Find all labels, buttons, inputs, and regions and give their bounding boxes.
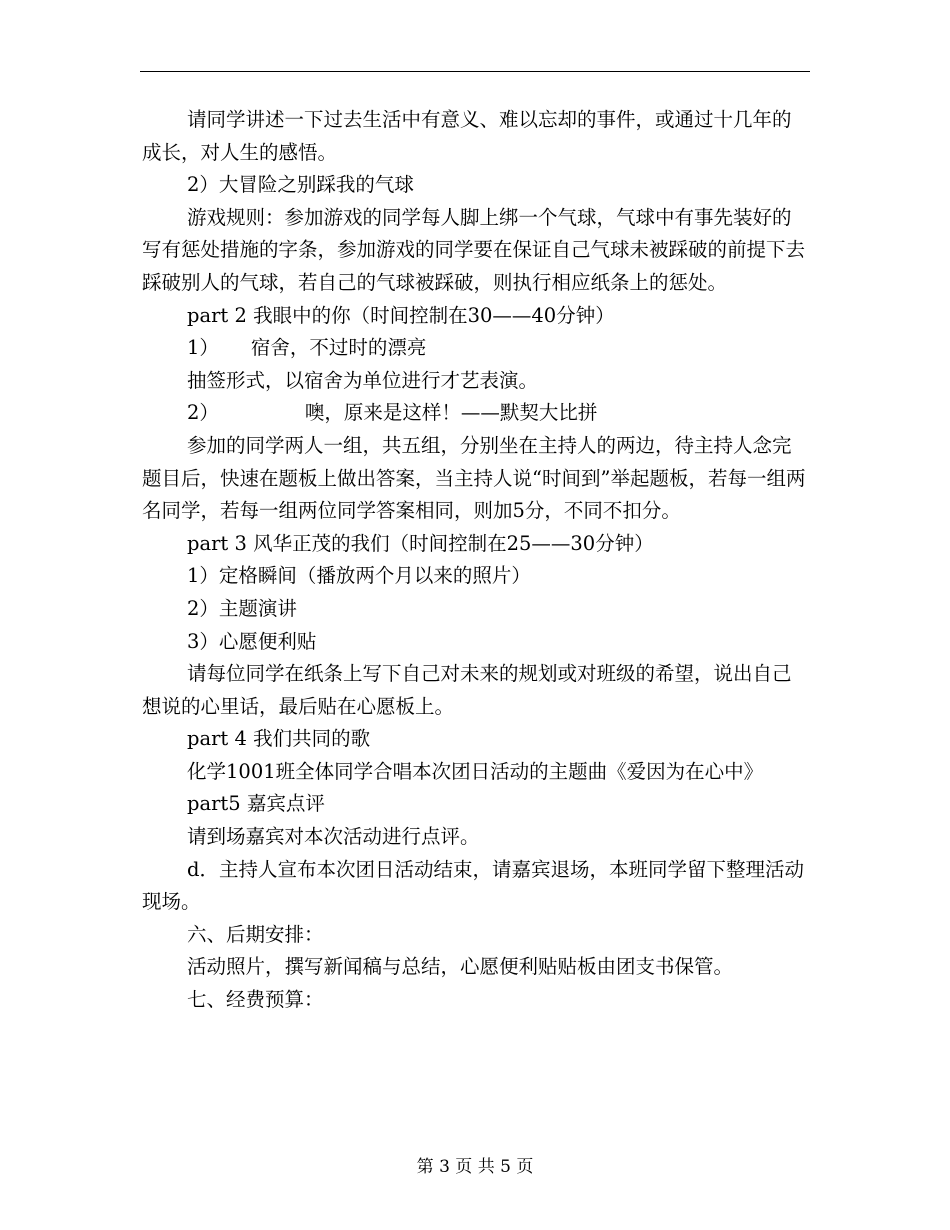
header-rule (140, 71, 810, 72)
paragraph-text: 噢，原来是这样！——默契大比拼 (304, 401, 598, 425)
paragraph: 2）大冒险之别踩我的气球 (187, 173, 414, 197)
paragraph: 请每位同学在纸条上写下自己对未来的规划或对班级的希望，说出自己想说的心里话，最后贴在心愿板上。 (142, 662, 792, 718)
paragraph: part 3 风华正茂的我们（时间控制在25——30分钟） (187, 531, 654, 555)
paragraph: 3）心愿便利贴 (187, 629, 317, 653)
paragraph (142, 332, 810, 365)
paragraph: part 2 我眼中的你（时间控制在30——40分钟） (187, 303, 615, 327)
page-footer: 第 3 页 共 5 页 (416, 1157, 534, 1177)
document-body (142, 104, 810, 1017)
paragraph: part 4 我们共同的歌 (187, 727, 371, 751)
paragraph: 七、经费预算： (187, 988, 324, 1012)
paragraph: 请到场嘉宾对本次活动进行点评。 (187, 825, 480, 849)
paragraph: part5 嘉宾点评 (187, 792, 325, 816)
paragraph: 六、后期安排： (187, 922, 324, 946)
paragraph: 1）定格瞬间（播放两个月以来的照片） (187, 564, 531, 588)
paragraph: 请同学讲述一下过去生活中有意义、难以忘却的事件，或通过十几年的成长，对人生的感悟。 (142, 108, 792, 164)
paragraph: 游戏规则：参加游戏的同学每人脚上绑一个气球，气球中有事先装好的写有惩处措施的字条，参加游戏的同学要在保证自己气球未被踩破的前提下去踩破别人的气球，若自己的气球被踩破，则执行相应纸条上的惩处。 (142, 205, 806, 294)
list-number: 2） (187, 401, 219, 425)
paragraph (142, 397, 810, 430)
paragraph: 2）主题演讲 (187, 596, 297, 620)
paragraph: 参加的同学两人一组，共五组，分别坐在主持人的两边，待主持人念完题目后，快速在题板上做出答案，当主持人说“时间到”举起题板，若每一组两名同学，若每一组两位同学答案相同，则加5分，不同不扣分。 (142, 433, 806, 523)
list-number: 1） (187, 336, 219, 360)
paragraph: 抽签形式，以宿舍为单位进行才艺表演。 (187, 368, 539, 392)
paragraph-text: 宿舍，不过时的漂亮 (250, 336, 427, 360)
paragraph: 活动照片，撰写新闻稿与总结，心愿便利贴贴板由团支书保管。 (187, 955, 734, 979)
paragraph: d．主持人宣布本次团日活动结束，请嘉宾退场，本班同学留下整理活动现场。 (142, 857, 804, 914)
paragraph: 化学1001班全体同学合唱本次团日活动的主题曲《爱因为在心中》 (187, 759, 764, 783)
